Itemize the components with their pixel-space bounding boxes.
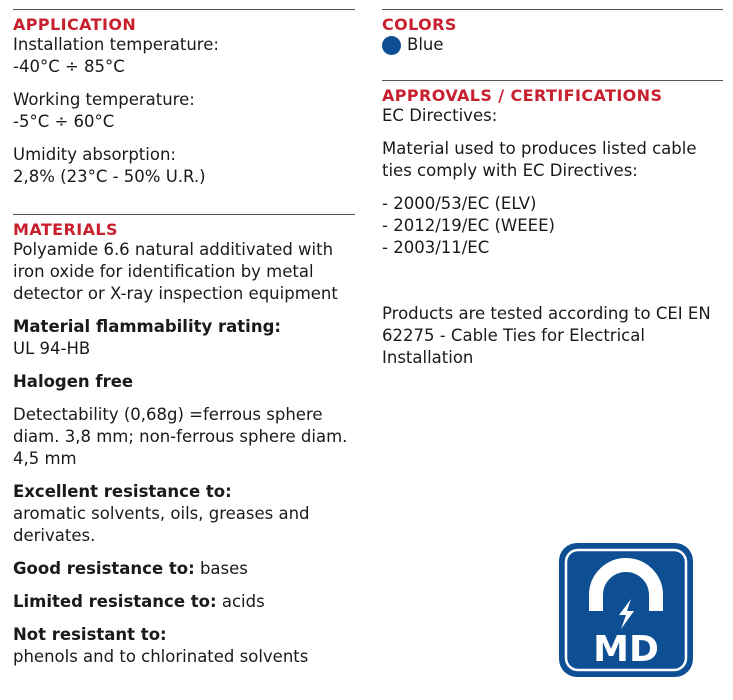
detectability-text: Detectability (0,68g) =ferrous sphere diam. 3,8 mm; non-ferrous sphere diam. 4,5 mm	[13, 405, 348, 468]
install-temp-label: Installation temperature:	[13, 35, 219, 54]
humidity-value: 2,8% (23°C - 50% U.R.)	[13, 167, 206, 186]
excellent-resistance-label: Excellent resistance to:	[13, 482, 232, 501]
directive-item: - 2003/11/EC	[382, 238, 490, 257]
tested-statement: Products are tested according to CEI EN 62275 - Cable Ties for Electrical Installation	[382, 304, 711, 367]
directives-list	[382, 193, 723, 259]
directive-item: - 2000/53/EC (ELV)	[382, 194, 537, 213]
right-column	[382, 0, 723, 369]
logo-text: MD	[593, 629, 659, 670]
halogen-free: Halogen free	[13, 372, 134, 391]
excellent-resistance-value: aromatic solvents, oils, greases and derivates.	[13, 504, 310, 545]
good-resistance-value: bases	[194, 559, 248, 578]
flammability-label: Material flammability rating:	[13, 317, 281, 336]
limited-resistance	[13, 591, 355, 613]
left-column	[13, 0, 355, 668]
approvals-intro: Material used to produces listed cable ties comply with EC Directives:	[382, 139, 697, 180]
humidity-label: Umidity absorption:	[13, 145, 176, 164]
directive-item: - 2012/19/EC (WEEE)	[382, 216, 555, 235]
good-resistance	[13, 558, 355, 580]
metal-detectable-magnet-icon	[559, 543, 693, 677]
materials-heading: MATERIALS	[13, 220, 118, 239]
application-section	[13, 9, 355, 188]
install-temp-value: -40°C ÷ 85°C	[13, 57, 125, 76]
colors-heading: COLORS	[382, 15, 457, 34]
color-name: Blue	[407, 35, 444, 54]
good-resistance-label: Good resistance to:	[13, 559, 195, 578]
not-resistant-value: phenols and to chlorinated solvents	[13, 647, 309, 666]
ec-directives-label: EC Directives:	[382, 106, 498, 125]
working-temp-value: -5°C ÷ 60°C	[13, 112, 115, 131]
flammability-value: UL 94-HB	[13, 339, 91, 358]
approvals-heading: APPROVALS / CERTIFICATIONS	[382, 86, 663, 105]
working-temp-label: Working temperature:	[13, 90, 195, 109]
approvals-section	[382, 80, 723, 369]
not-resistant-label: Not resistant to:	[13, 625, 167, 644]
colors-section	[382, 9, 723, 56]
materials-description: Polyamide 6.6 natural additivated with iron oxide for identification by metal detector or X-ray inspection equipment	[13, 240, 338, 303]
application-heading: APPLICATION	[13, 15, 137, 34]
limited-resistance-label: Limited resistance to:	[13, 592, 217, 611]
color-entry	[382, 34, 723, 56]
color-swatch	[382, 36, 401, 55]
limited-resistance-value: acids	[216, 592, 265, 611]
materials-section	[13, 214, 355, 668]
